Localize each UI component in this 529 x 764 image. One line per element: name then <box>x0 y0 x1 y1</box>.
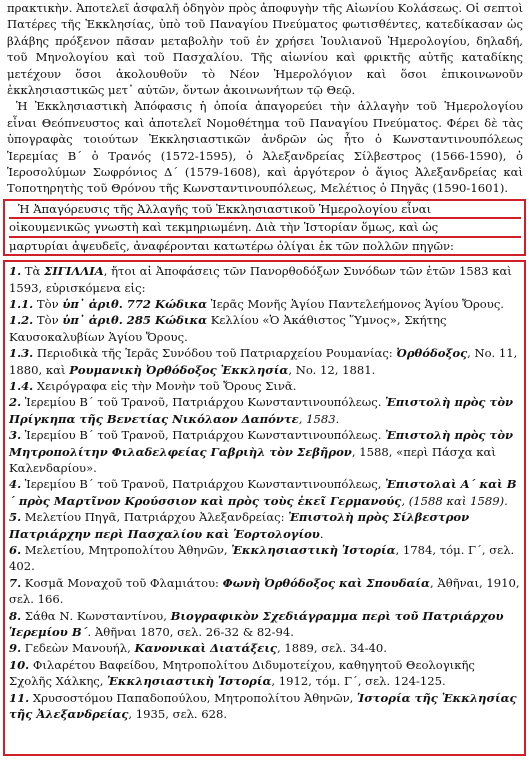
reference-title: Ἐπιστολαὶ Α´ καὶ Β´ πρὸς Μαρτῖνον Κρούσσιον καὶ πρὸς τοὺς ἐκεῖ Γερμανούς <box>9 477 517 508</box>
reference-title: Ἐπιστολὴ πρὸς Σίλβεστρον Πατριάρχην περὶ Πασχαλίου καὶ Ἑορτολογίου <box>9 510 470 541</box>
reference-text: Κοσμᾶ Μοναχοῦ τοῦ Φλαμιάτου: <box>21 575 223 590</box>
highlight-line-1: Ἡ Ἀπαγόρευσις τῆς Ἀλλαγῆς τοῦ Ἐκκλησιαστικοῦ Ἡμερολογίου εἶναι <box>9 201 521 219</box>
reference-number: 2. <box>9 395 22 410</box>
intro-paragraph-2: Ἡ Ἐκκλησιαστικὴ Ἀπόφασις ἡ ὁποία ἀπαγορεύει τὴν ἀλλαγὴν τοῦ Ἡμερολογίου εἶναι Θεόπνευστος καὶ ἀποτελεῖ Νομοθέτημα τοῦ Παναγίου Πνεύματος. Φέρει δὲ τὰς ὑπογραφὰς τοιούτων Ἐκκλησιαστικῶν ἀνδρῶν ὡς ἦτο ὁ Κωνσταντινουπόλεως Ἱερεμίας Β´ ὁ Τρανός (1572-1595), ὁ Ἀλεξανδρείας Σίλβεστρος (1566-1590), ὁ Ἱεροσολύμων Σωφρόνιος Δ´ (1579-1608), καὶ ἀργότερον ὁ ἅγιος Ἀλεξανδρείας καὶ Τοποτηρητὴς τοῦ Θρόνου τῆς Κωνσταντινουπόλεως, Μελέτιος ὁ Πηγᾶς (1590-1601). <box>7 99 523 196</box>
reference-number: 7. <box>9 575 22 590</box>
reference-text: , 1588, «περὶ Πάσχα καὶ Καλενδαρίου». <box>9 444 496 475</box>
reference-text: Τὰ <box>21 264 45 279</box>
reference-item <box>9 263 521 296</box>
reference-number: 8. <box>9 608 22 623</box>
reference-item <box>9 657 521 690</box>
reference-text: Χειρόγραφα εἰς τὴν Μονὴν τοῦ Ὄρους Σινᾶ. <box>33 378 297 393</box>
reference-text: Ἱερεμίου Β´ τοῦ Τρανοῦ, Πατριάρχου Κωνσταντινουπόλεως, <box>21 477 386 492</box>
reference-text: , ἤτοι αἱ Ἀποφάσεις τῶν Πανορθοδόξων Συνόδων τῶν ἐτῶν 1583 καὶ 1593, εὑρισκόμενα εἰς: <box>9 264 512 295</box>
reference-text: Μελετίου Πηγᾶ, Πατριάρχου Ἀλεξανδρείας: <box>21 510 289 525</box>
references-box <box>3 260 526 756</box>
reference-text: Τὸν <box>33 296 63 311</box>
reference-title: Ἱστορία τῆς Ἐκκλησίας τῆς Ἀλεξανδρείας <box>9 690 517 722</box>
reference-text: Ἱερεμίου Β´ τοῦ Τρανοῦ, Πατριάρχου Κωνσταντινουπόλεως. <box>21 428 386 443</box>
reference-item <box>9 690 521 723</box>
reference-number: 6. <box>9 543 22 557</box>
reference-text: Μελετίου, Μητροπολίτου Ἀθηνῶν, <box>21 543 232 557</box>
reference-item <box>9 394 521 427</box>
reference-number: 3. <box>9 428 22 443</box>
reference-title: Ἐκκλησιαστικὴ Ἱστορία <box>231 543 396 557</box>
reference-text: , 1935, σελ. 628. <box>128 707 228 722</box>
reference-text: Σάθα Ν. Κωνσταντίνου, <box>21 608 171 623</box>
reference-item <box>9 296 521 312</box>
reference-title: Βιογραφικὸν Σχεδιάγραμμα περὶ τοῦ Πατριάρχου Ἱερεμίου Β´ <box>9 608 504 640</box>
highlight-box <box>3 199 526 256</box>
reference-item <box>9 575 521 608</box>
reference-title: ὑπ᾽ ἀριθ. 772 Κώδικα <box>62 296 208 311</box>
highlight-line-2: οἰκουμενικῶς γνωστὴ καὶ τεκμηριωμένη. Διὰ τὴν Ἱστορίαν ὅμως, καὶ ὡς <box>9 219 521 237</box>
reference-text: , Ἀθῆναι, 1910, σελ. 166. <box>9 575 520 607</box>
reference-text: . Ἀθῆναι 1870, σελ. 26-32 & 82-94. <box>87 625 294 640</box>
reference-text: Χρυσοστόμου Παπαδοπούλου, Μητροπολίτου Ἀθηνῶν, <box>29 690 358 705</box>
reference-title: Ἐπιστολὴ πρὸς τὸν Μητροπολίτην Φιλαδελφείας Γαβριὴλ τὸν Σεβῆρον <box>9 428 514 459</box>
reference-text: Φιλαρέτου Βαφείδου, Μητροπολίτου Διδυμοτείχου, καθηγητοῦ Θεολογικῆς Σχολῆς Χάλκης, <box>9 657 475 689</box>
reference-text: Τὸν <box>33 313 63 328</box>
reference-item <box>9 640 521 656</box>
reference-text: , No. 12, 1881. <box>288 362 376 377</box>
reference-title: Κανονικαὶ Διατάξεις <box>134 641 277 656</box>
reference-number: 5. <box>9 510 22 525</box>
reference-text: Ἱερᾶς Μονῆς Ἁγίου Παντελεήμονος Ἁγίου Ὄρους. <box>207 296 504 311</box>
reference-number: 9. <box>9 641 22 656</box>
reference-number: 1.4. <box>9 378 34 393</box>
reference-text: Περιοδικὰ τῆς Ἱερᾶς Συνόδου τοῦ Πατριαρχείου Ρουμανίας: <box>33 346 397 361</box>
reference-item <box>9 476 521 509</box>
reference-number: 1.3. <box>9 346 34 361</box>
reference-text: , No. 11, 1880, καὶ <box>9 346 518 377</box>
reference-title: Φωνὴ Ὀρθόδοξος καὶ Σπουδαία <box>222 575 430 590</box>
reference-item <box>9 427 521 476</box>
reference-title: Ἐπιστολὴ πρὸς τὸν Πρίγκηπα τῆς Βενετίας Νικόλαον Δαπόντε <box>9 395 514 426</box>
reference-title: Ρουμανικὴ Ὀρθόδοξος Ἐκκλησία <box>69 362 289 377</box>
reference-text: , (1588 καὶ 1589). <box>401 493 508 508</box>
reference-text: . <box>319 526 324 541</box>
reference-number: 4. <box>9 477 22 492</box>
reference-item <box>9 608 521 641</box>
reference-title: ΣΙΓΙΛΛΙΑ <box>44 264 104 279</box>
reference-item <box>9 345 521 378</box>
reference-text: , 1583. <box>298 411 340 426</box>
reference-number: 1. <box>9 264 22 279</box>
reference-title: Ὀρθόδοξος <box>396 346 468 361</box>
intro-paragraph-1: πρακτικὴν. Ἀποτελεῖ ἀσφαλῆ ὁδηγὸν πρὸς ἀποφυγὴν τῆς Αἰωνίου Κολάσεως. Οἱ σεπτοὶ Πατέρες τῆς Ἐκκλησίας, ὑπὸ τοῦ Παναγίου Πνεύματος φωτισθέντες, κατεδίκασαν ὡς βλάβης πρόξενον πᾶσαν μεταβολὴν τοῦ ἐν χρήσει Ἰουλιανοῦ Ἡμερολογίου, δηλαδή, τοῦ Μηνολογίου καὶ τοῦ Πασχαλίου. Τῆς αἰωνίου καὶ φρικτῆς αὐτῆς καταδίκης μετέχουν ὅσοι ἀκολουθοῦν τὸ Νέον Ἡμερολόγιον καὶ ὅσοι ἐπικοινωνοῦν ἐκκλησιαστικῶς μετ᾽ αὐτῶν, ὄντων ἀκοινωνήτων τῷ Θεῷ. <box>7 1 523 98</box>
reference-number: 1.2. <box>9 313 34 328</box>
reference-item <box>9 378 521 394</box>
reference-title: ὑπ᾽ ἀριθ. 285 Κώδικα <box>62 313 208 328</box>
highlight-line-3: μαρτυρίαι ἀψευδεῖς, ἀναφέρονται κατωτέρω ὀλίγαι ἐκ τῶν πολλῶν πηγῶν: <box>9 238 454 253</box>
reference-item <box>9 542 521 575</box>
reference-text: , 1889, σελ. 34-40. <box>277 641 387 656</box>
reference-number: 11. <box>9 690 30 705</box>
reference-text: Ἱερεμίου Β´ τοῦ Τρανοῦ, Πατριάρχου Κωνσταντινουπόλεως. <box>21 395 386 410</box>
reference-title: Ἐκκλησιαστικὴ Ἱστορία <box>107 674 272 689</box>
reference-text: Κελλίου «Ὁ Ἀκάθιστος Ὕμνος», Σκήτης Καυσοκαλυβίων Ἁγίου Ὄρους. <box>9 313 447 344</box>
reference-number: 1.1. <box>9 296 34 311</box>
reference-text: , 1784, τόμ. Γ´, σελ. 402. <box>9 543 515 574</box>
reference-item <box>9 509 521 542</box>
reference-text: Γεδεὼν Μανουήλ, <box>21 641 135 656</box>
reference-text: , 1912, τόμ. Γ´, σελ. 124-125. <box>271 674 446 689</box>
reference-number: 10. <box>9 657 30 672</box>
reference-item <box>9 312 521 345</box>
